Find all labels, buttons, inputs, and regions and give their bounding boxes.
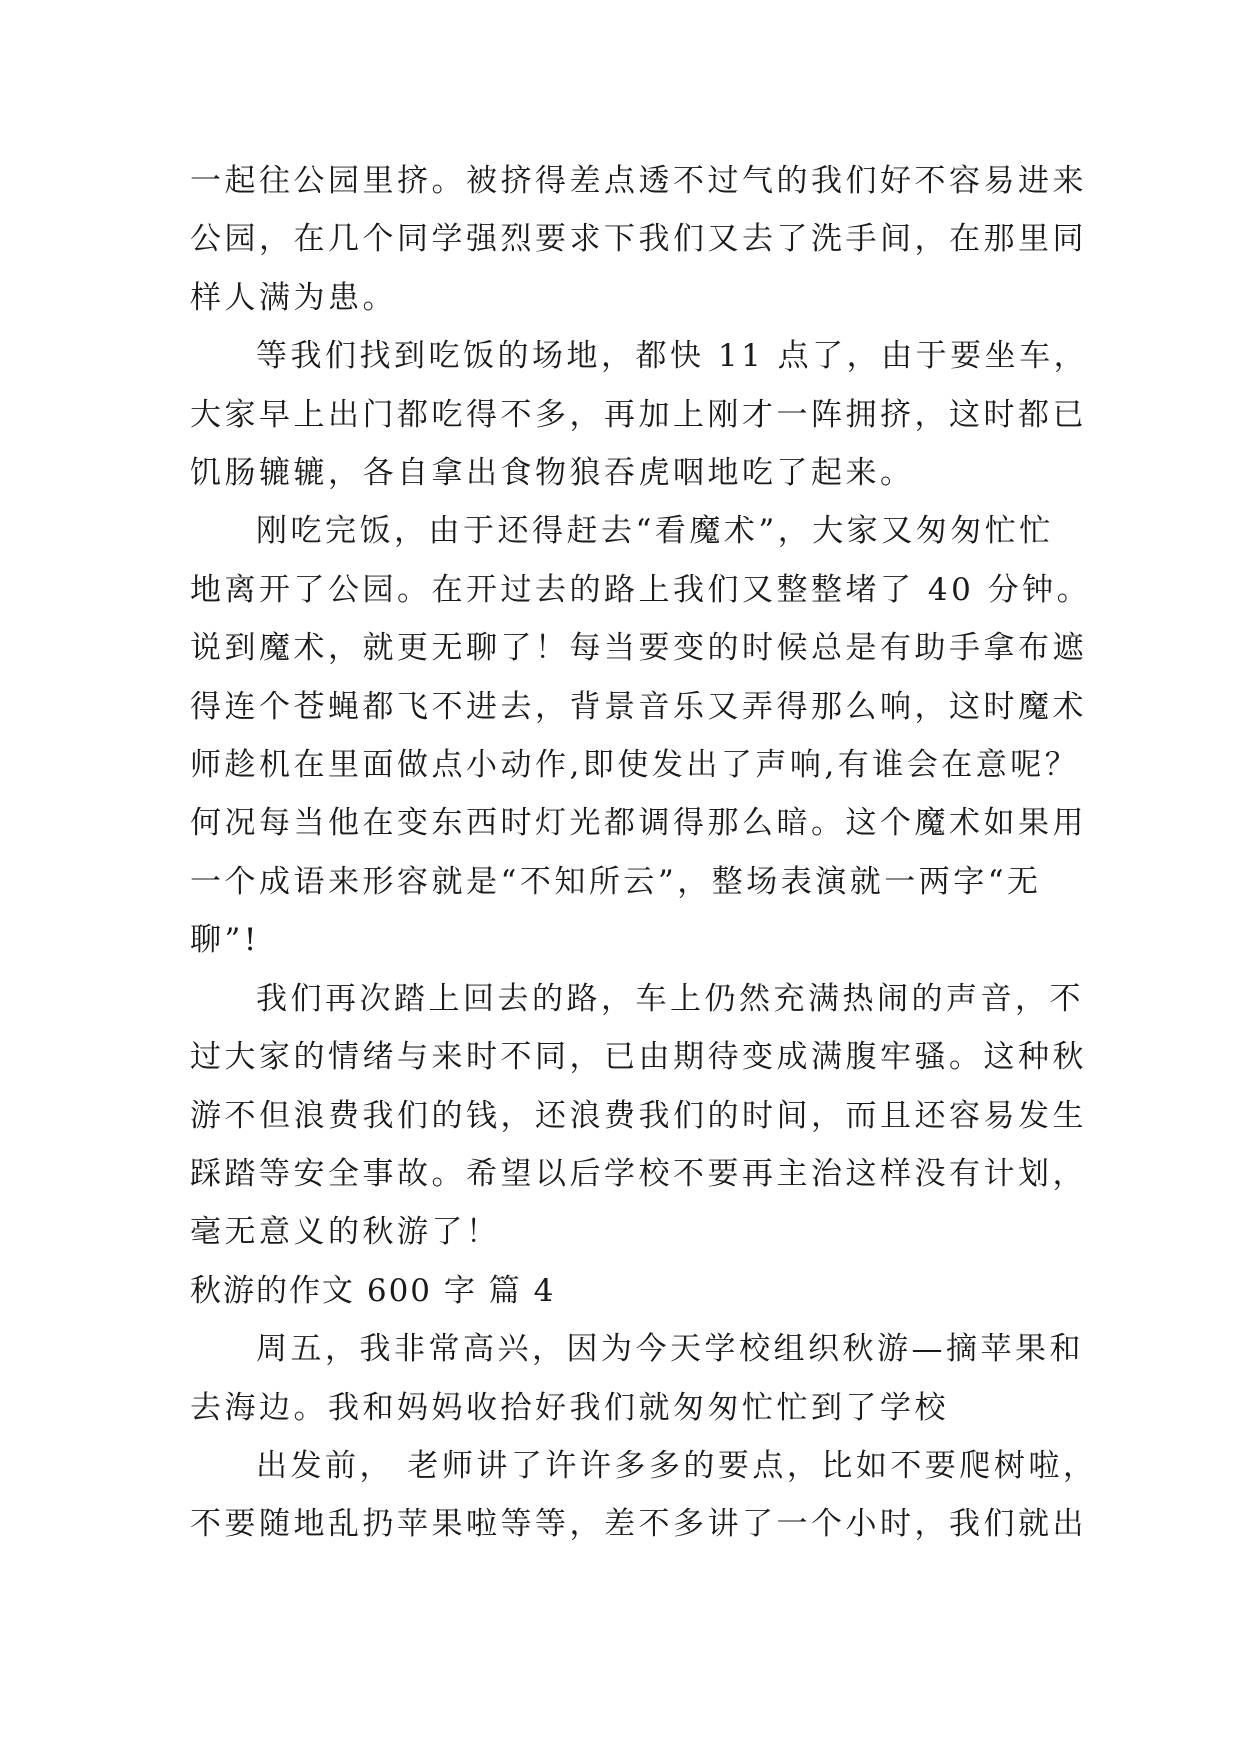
document-body	[190, 152, 1098, 1554]
text-line: 刚吃完饭，由于还得赶去“看魔术”，大家又匆匆忙忙	[256, 513, 1054, 550]
text-line: 何况每当他在变东西时灯光都调得那么暗。这个魔术如果用	[190, 805, 1087, 842]
text-line: 饥肠辘辘，各自拿出食物狼吞虎咽地吃了起来。	[190, 455, 915, 492]
text-line: 周五，我非常高兴，因为今天学校组织秋游—摘苹果和	[256, 1331, 1084, 1368]
text-line: 去海边。我和妈妈收拾好我们就匆匆忙忙到了学校	[190, 1389, 949, 1426]
text-line: 踩踏等安全事故。希望以后学校不要再主治这样没有计划，	[190, 1155, 1087, 1192]
text-line: 样人满为患。	[190, 279, 397, 316]
text-line: 地离开了公园。在开过去的路上我们又整整堵了 40 分钟。	[190, 571, 1092, 608]
text-line: 毫无意义的秋游了！	[190, 1214, 501, 1251]
text-line: 一起往公园里挤。被挤得差点透不过气的我们好不容易进来	[190, 163, 1087, 199]
text-line: 公园，在几个同学强烈要求下我们又去了洗手间，在那里同	[190, 221, 1087, 258]
text-line: 我们再次踏上回去的路，车上仍然充满热闹的声音，不	[256, 980, 1084, 1017]
paragraph	[190, 1320, 1084, 1437]
text-line: 师趁机在里面做点小动作,即使发出了声响,有谁会在意呢？	[190, 747, 1080, 784]
text-line: 不要随地乱扔苹果啦等等，差不多讲了一个小时，我们就出	[190, 1506, 1087, 1543]
paragraph	[190, 152, 1087, 327]
text-line: 一个成语来形容就是“不知所云”，整场表演就一两字“无	[190, 863, 1042, 900]
paragraph	[190, 502, 1092, 969]
text-line: 得连个苍蝇都飞不进去，背景音乐又弄得那么响，这时魔术	[190, 688, 1087, 725]
paragraph	[190, 1437, 1098, 1554]
text-line: 说到魔术，就更无聊了！每当要变的时候总是有助手拿布遮	[190, 630, 1087, 667]
text-line: 秋游的作文 600 字 篇 4	[190, 1272, 556, 1309]
text-line: 出发前， 老师讲了许许多多的要点，比如不要爬树啦，	[256, 1447, 1098, 1484]
text-line: 等我们找到吃饭的场地，都快 11 点了，由于要坐车，	[256, 338, 1089, 375]
paragraph	[190, 327, 1089, 502]
text-line: 过大家的情绪与来时不同，已由期待变成满腹牢骚。这种秋	[190, 1039, 1087, 1076]
section-heading	[190, 1262, 1070, 1320]
text-line: 聊”!	[190, 922, 260, 959]
paragraph	[190, 970, 1087, 1262]
text-line: 大家早上出门都吃得不多，再加上刚才一阵拥挤，这时都已	[190, 396, 1087, 433]
text-line: 游不但浪费我们的钱，还浪费我们的时间，而且还容易发生	[190, 1097, 1087, 1134]
